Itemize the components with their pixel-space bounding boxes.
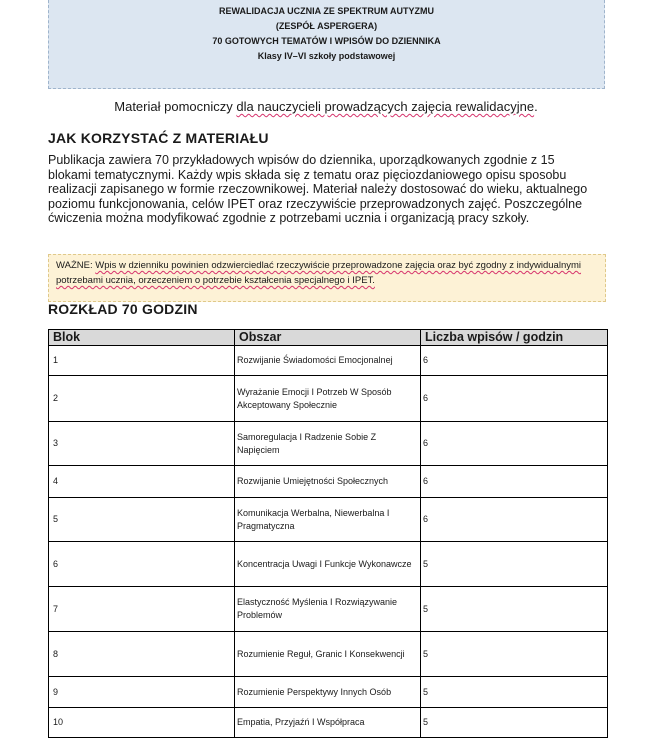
table-row bbox=[49, 708, 608, 738]
cell-liczba: 5 bbox=[421, 587, 608, 632]
note-label: WAŻNE: bbox=[56, 260, 96, 271]
cell-obszar: Komunikacja Werbalna, Niewerbalna I Pragmatyczna bbox=[235, 498, 421, 542]
cell-blok: 7 bbox=[49, 587, 235, 632]
cell-liczba: 5 bbox=[421, 708, 608, 738]
intro-highlight: dla nauczycieli prowadzących zajęcia rewalidacyjne bbox=[236, 99, 535, 114]
usage-paragraph: Publikacja zawiera 70 przykładowych wpisów do dziennika, uporządkowanych zgodnie z 15 blokami tematycznymi. Każdy wpis składa się z tematu oraz pięciozdaniowego opisu sposobu realizacji zapisanego w formie rzeczownikowej. Materiał należy dostosować do wieku, aktualnego poziomu funkcjonowania, celów IPET oraz rzeczywiście przeprowadzonych zajęć. Poszczególne ćwiczenia można modyfikować zgodnie z potrzebami ucznia i organizacją pracy szkoły. bbox=[48, 153, 588, 226]
cell-blok: 4 bbox=[49, 466, 235, 498]
table-row bbox=[49, 587, 608, 632]
table-row bbox=[49, 466, 608, 498]
cell-obszar: Wyrażanie Emocji I Potrzeb W Sposób Akceptowany Społecznie bbox=[235, 376, 421, 422]
cell-blok: 3 bbox=[49, 422, 235, 466]
header-liczba: Liczba wpisów / godzin bbox=[421, 330, 608, 346]
cell-liczba: 5 bbox=[421, 542, 608, 587]
cell-blok: 1 bbox=[49, 346, 235, 376]
cell-blok: 5 bbox=[49, 498, 235, 542]
cell-blok: 8 bbox=[49, 632, 235, 677]
cell-liczba: 6 bbox=[421, 346, 608, 376]
cell-blok: 6 bbox=[49, 542, 235, 587]
cell-liczba: 5 bbox=[421, 677, 608, 708]
section-heading-schedule: ROZKŁAD 70 GODZIN bbox=[48, 301, 198, 317]
section-heading-usage: JAK KORZYSTAĆ Z MATERIAŁU bbox=[48, 130, 269, 146]
important-note bbox=[48, 254, 606, 302]
cell-obszar: Rozumienie Perspektywy Innych Osób bbox=[235, 677, 421, 708]
table-row bbox=[49, 632, 608, 677]
intro-suffix: . bbox=[534, 99, 538, 114]
cell-liczba: 5 bbox=[421, 632, 608, 677]
cell-liczba: 6 bbox=[421, 376, 608, 422]
cell-liczba: 6 bbox=[421, 466, 608, 498]
cell-blok: 2 bbox=[49, 376, 235, 422]
cell-blok: 9 bbox=[49, 677, 235, 708]
header-grade-range: Klasy IV–VI szkoły podstawowej bbox=[257, 51, 396, 61]
header-title: REWALIDACJA UCZNIA ZE SPEKTRUM AUTYZMU bbox=[219, 6, 434, 16]
cell-obszar: Rozwijanie Umiejętności Społecznych bbox=[235, 466, 421, 498]
cell-obszar: Rozwijanie Świadomości Emocjonalnej bbox=[235, 346, 421, 376]
table-row bbox=[49, 376, 608, 422]
table-row bbox=[49, 422, 608, 466]
cell-obszar: Rozumienie Reguł, Granic I Konsekwencji bbox=[235, 632, 421, 677]
table-header-row bbox=[49, 330, 608, 346]
table-row bbox=[49, 542, 608, 587]
cell-obszar: Samoregulacja I Radzenie Sobie Z Napięciem bbox=[235, 422, 421, 466]
cell-liczba: 6 bbox=[421, 498, 608, 542]
intro-prefix: Materiał pomocniczy bbox=[114, 99, 237, 114]
header-subtitle: (ZESPÓŁ ASPERGERA) bbox=[275, 21, 378, 31]
table-row bbox=[49, 346, 608, 376]
header-topic-count: 70 GOTOWYCH TEMATÓW I WPISÓW DO DZIENNIKA bbox=[212, 36, 441, 46]
note-text: Wpis w dzienniku powinien odzwierciedlać rzeczywiście przeprowadzone zajęcia oraz być zgodny z indywidualnymi potrzebami ucznia, orzeczeniem o potrzebie kształcenia specjalnego i IPET. bbox=[56, 260, 582, 286]
header-obszar: Obszar bbox=[235, 330, 421, 346]
table-row bbox=[49, 498, 608, 542]
table-row bbox=[49, 677, 608, 708]
cell-obszar: Koncentracja Uwagi I Funkcje Wykonawcze bbox=[235, 542, 421, 587]
cell-blok: 10 bbox=[49, 708, 235, 738]
intro-line bbox=[0, 98, 652, 116]
cell-obszar: Elastyczność Myślenia I Rozwiązywanie Problemów bbox=[235, 587, 421, 632]
header-blok: Blok bbox=[49, 330, 235, 346]
cell-liczba: 6 bbox=[421, 422, 608, 466]
cell-obszar: Empatia, Przyjaźń I Współpraca bbox=[235, 708, 421, 738]
document-header bbox=[48, 0, 605, 89]
schedule-table bbox=[48, 329, 608, 738]
